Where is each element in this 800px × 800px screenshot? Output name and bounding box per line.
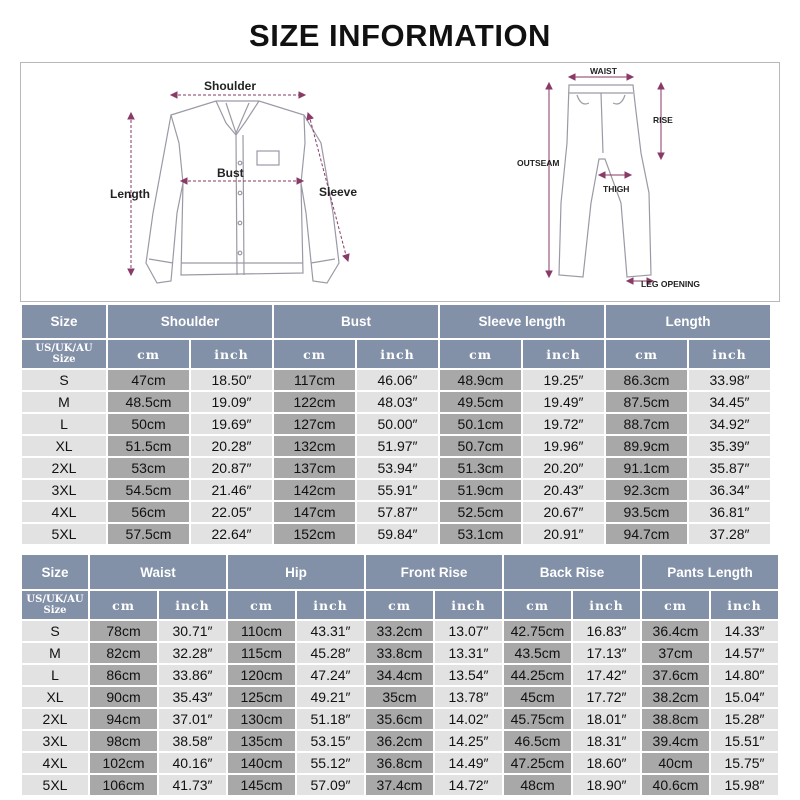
cm-value-cell: 78cm — [90, 621, 157, 641]
cm-value-cell: 110cm — [228, 621, 295, 641]
cm-value-cell: 135cm — [228, 731, 295, 751]
cm-value-cell: 37cm — [642, 643, 709, 663]
inch-value-cell: 41.73″ — [159, 775, 226, 795]
top-size-table — [20, 303, 772, 546]
group-header-pants-length: Pants Length — [642, 555, 778, 589]
cm-value-cell: 140cm — [228, 753, 295, 773]
cm-value-cell: 51.3cm — [440, 458, 521, 478]
rise-label: RISE — [653, 115, 673, 125]
length-label: Length — [110, 187, 150, 201]
cm-value-cell: 106cm — [90, 775, 157, 795]
unit-cm: cm — [274, 340, 355, 368]
inch-value-cell: 20.20″ — [523, 458, 604, 478]
table-row — [22, 524, 770, 544]
inch-value-cell: 59.84″ — [357, 524, 438, 544]
unit-cm: cm — [440, 340, 521, 368]
inch-value-cell: 38.58″ — [159, 731, 226, 751]
leg-opening-label: LEG OPENING — [641, 279, 701, 289]
table-row — [22, 480, 770, 500]
inch-value-cell: 35.43″ — [159, 687, 226, 707]
inch-value-cell: 34.92″ — [689, 414, 770, 434]
inch-value-cell: 51.18″ — [297, 709, 364, 729]
unit-inch: inch — [297, 591, 364, 619]
cm-value-cell: 48.9cm — [440, 370, 521, 390]
cm-value-cell: 44.25cm — [504, 665, 571, 685]
size-cell: 2XL — [22, 458, 106, 478]
cm-value-cell: 94cm — [90, 709, 157, 729]
cm-value-cell: 91.1cm — [606, 458, 687, 478]
inch-value-cell: 15.98″ — [711, 775, 778, 795]
table-row — [22, 731, 778, 751]
group-header-bust: Bust — [274, 305, 438, 338]
inch-value-cell: 33.98″ — [689, 370, 770, 390]
inch-value-cell: 46.06″ — [357, 370, 438, 390]
inch-value-cell: 57.09″ — [297, 775, 364, 795]
inch-value-cell: 18.01″ — [573, 709, 640, 729]
size-system-line-1: US/UK/AU — [26, 594, 84, 605]
cm-value-cell: 145cm — [228, 775, 295, 795]
unit-cm: cm — [606, 340, 687, 368]
cm-value-cell: 37.6cm — [642, 665, 709, 685]
size-cell: S — [22, 621, 88, 641]
inch-value-cell: 22.64″ — [191, 524, 272, 544]
cm-value-cell: 93.5cm — [606, 502, 687, 522]
inch-value-cell: 17.42″ — [573, 665, 640, 685]
unit-cm: cm — [366, 591, 433, 619]
cm-value-cell: 89.9cm — [606, 436, 687, 456]
cm-value-cell: 115cm — [228, 643, 295, 663]
cm-value-cell: 132cm — [274, 436, 355, 456]
unit-inch: inch — [573, 591, 640, 619]
bottom-table-body — [22, 555, 778, 795]
inch-value-cell: 48.03″ — [357, 392, 438, 412]
size-cell: XL — [22, 687, 88, 707]
bust-label: Bust — [217, 166, 244, 180]
size-cell: L — [22, 414, 106, 434]
unit-cm: cm — [108, 340, 189, 368]
size-cell: L — [22, 665, 88, 685]
cm-value-cell: 50cm — [108, 414, 189, 434]
inch-value-cell: 14.25″ — [435, 731, 502, 751]
inch-value-cell: 36.34″ — [689, 480, 770, 500]
cm-value-cell: 94.7cm — [606, 524, 687, 544]
table-row — [22, 621, 778, 641]
inch-value-cell: 57.87″ — [357, 502, 438, 522]
cm-value-cell: 38.2cm — [642, 687, 709, 707]
inch-value-cell: 14.33″ — [711, 621, 778, 641]
size-system-label — [22, 340, 106, 368]
table-row — [22, 643, 778, 663]
inch-value-cell: 55.12″ — [297, 753, 364, 773]
inch-value-cell: 30.71″ — [159, 621, 226, 641]
size-cell: 5XL — [22, 775, 88, 795]
size-cell: 5XL — [22, 524, 106, 544]
size-system-line-1: US/UK/AU — [35, 343, 93, 354]
size-cell: 4XL — [22, 753, 88, 773]
inch-value-cell: 17.13″ — [573, 643, 640, 663]
table-row — [22, 414, 770, 434]
cm-value-cell: 147cm — [274, 502, 355, 522]
inch-value-cell: 47.24″ — [297, 665, 364, 685]
table-row — [22, 775, 778, 795]
cm-value-cell: 33.8cm — [366, 643, 433, 663]
cm-value-cell: 57.5cm — [108, 524, 189, 544]
cm-value-cell: 86.3cm — [606, 370, 687, 390]
inch-value-cell: 53.15″ — [297, 731, 364, 751]
cm-value-cell: 45cm — [504, 687, 571, 707]
unit-cm: cm — [228, 591, 295, 619]
thigh-label: THIGH — [603, 184, 630, 194]
inch-value-cell: 14.72″ — [435, 775, 502, 795]
group-header-front-rise: Front Rise — [366, 555, 502, 589]
inch-value-cell: 18.50″ — [191, 370, 272, 390]
cm-value-cell: 39.4cm — [642, 731, 709, 751]
inch-value-cell: 35.39″ — [689, 436, 770, 456]
size-cell: XL — [22, 436, 106, 456]
group-header-sleeve-length: Sleeve length — [440, 305, 604, 338]
size-system-line-2: Size — [43, 605, 67, 616]
cm-value-cell: 52.5cm — [440, 502, 521, 522]
inch-value-cell: 19.72″ — [523, 414, 604, 434]
cm-value-cell: 98cm — [90, 731, 157, 751]
size-cell: 4XL — [22, 502, 106, 522]
group-header-length: Length — [606, 305, 770, 338]
table-row — [22, 709, 778, 729]
cm-value-cell: 54.5cm — [108, 480, 189, 500]
cm-value-cell: 43.5cm — [504, 643, 571, 663]
size-cell: M — [22, 392, 106, 412]
cm-value-cell: 88.7cm — [606, 414, 687, 434]
outseam-label: OUTSEAM — [517, 158, 560, 168]
table-row — [22, 753, 778, 773]
cm-value-cell: 36.2cm — [366, 731, 433, 751]
cm-value-cell: 53cm — [108, 458, 189, 478]
cm-value-cell: 50.7cm — [440, 436, 521, 456]
table-row — [22, 502, 770, 522]
cm-value-cell: 35cm — [366, 687, 433, 707]
unit-cm: cm — [504, 591, 571, 619]
inch-value-cell: 20.67″ — [523, 502, 604, 522]
shoulder-label: Shoulder — [204, 79, 257, 93]
cm-value-cell: 34.4cm — [366, 665, 433, 685]
cm-value-cell: 51.9cm — [440, 480, 521, 500]
inch-value-cell: 14.57″ — [711, 643, 778, 663]
inch-value-cell: 18.90″ — [573, 775, 640, 795]
inch-value-cell: 40.16″ — [159, 753, 226, 773]
header-row — [22, 305, 770, 338]
cm-value-cell: 120cm — [228, 665, 295, 685]
inch-value-cell: 35.87″ — [689, 458, 770, 478]
inch-value-cell: 14.80″ — [711, 665, 778, 685]
page-title: SIZE INFORMATION — [249, 18, 551, 53]
size-cell: 3XL — [22, 480, 106, 500]
inch-value-cell: 18.31″ — [573, 731, 640, 751]
cm-value-cell: 45.75cm — [504, 709, 571, 729]
inch-value-cell: 15.28″ — [711, 709, 778, 729]
inch-value-cell: 49.21″ — [297, 687, 364, 707]
cm-value-cell: 49.5cm — [440, 392, 521, 412]
cm-value-cell: 142cm — [274, 480, 355, 500]
inch-value-cell: 17.72″ — [573, 687, 640, 707]
size-cell: M — [22, 643, 88, 663]
shirt-icon — [146, 101, 339, 283]
group-header-waist: Waist — [90, 555, 226, 589]
cm-value-cell: 42.75cm — [504, 621, 571, 641]
cm-value-cell: 35.6cm — [366, 709, 433, 729]
cm-value-cell: 46.5cm — [504, 731, 571, 751]
diagram-svg — [21, 63, 779, 301]
inch-value-cell: 13.54″ — [435, 665, 502, 685]
cm-value-cell: 50.1cm — [440, 414, 521, 434]
unit-inch: inch — [357, 340, 438, 368]
table-row — [22, 665, 778, 685]
waist-label: WAIST — [590, 66, 617, 76]
group-header-shoulder: Shoulder — [108, 305, 272, 338]
inch-value-cell: 21.46″ — [191, 480, 272, 500]
unit-cm: cm — [90, 591, 157, 619]
cm-value-cell: 125cm — [228, 687, 295, 707]
inch-value-cell: 43.31″ — [297, 621, 364, 641]
unit-inch: inch — [523, 340, 604, 368]
cm-value-cell: 117cm — [274, 370, 355, 390]
table-row — [22, 370, 770, 390]
cm-value-cell: 38.8cm — [642, 709, 709, 729]
cm-value-cell: 40.6cm — [642, 775, 709, 795]
unit-inch: inch — [435, 591, 502, 619]
cm-value-cell: 47.25cm — [504, 753, 571, 773]
cm-value-cell: 36.4cm — [642, 621, 709, 641]
cm-value-cell: 102cm — [90, 753, 157, 773]
size-system-line-2: Size — [52, 354, 76, 365]
cm-value-cell: 51.5cm — [108, 436, 189, 456]
inch-value-cell: 32.28″ — [159, 643, 226, 663]
inch-value-cell: 19.25″ — [523, 370, 604, 390]
cm-value-cell: 48cm — [504, 775, 571, 795]
measurement-diagram — [20, 62, 780, 302]
unit-inch: inch — [689, 340, 770, 368]
cm-value-cell: 122cm — [274, 392, 355, 412]
header-row — [22, 555, 778, 589]
inch-value-cell: 20.91″ — [523, 524, 604, 544]
unit-row — [22, 591, 778, 619]
inch-value-cell: 13.31″ — [435, 643, 502, 663]
unit-row — [22, 340, 770, 368]
inch-value-cell: 50.00″ — [357, 414, 438, 434]
size-system-label — [22, 591, 88, 619]
cm-value-cell: 56cm — [108, 502, 189, 522]
cm-value-cell: 127cm — [274, 414, 355, 434]
inch-value-cell: 19.09″ — [191, 392, 272, 412]
inch-value-cell: 14.49″ — [435, 753, 502, 773]
size-cell: 2XL — [22, 709, 88, 729]
inch-value-cell: 15.51″ — [711, 731, 778, 751]
inch-value-cell: 16.83″ — [573, 621, 640, 641]
inch-value-cell: 20.43″ — [523, 480, 604, 500]
shirt-measure-lines — [128, 92, 349, 275]
inch-value-cell: 22.05″ — [191, 502, 272, 522]
cm-value-cell: 90cm — [90, 687, 157, 707]
table-row — [22, 392, 770, 412]
inch-value-cell: 45.28″ — [297, 643, 364, 663]
table-row — [22, 687, 778, 707]
cm-value-cell: 47cm — [108, 370, 189, 390]
inch-value-cell: 36.81″ — [689, 502, 770, 522]
inch-value-cell: 37.28″ — [689, 524, 770, 544]
size-header: Size — [22, 555, 88, 589]
inch-value-cell: 20.87″ — [191, 458, 272, 478]
inch-value-cell: 18.60″ — [573, 753, 640, 773]
cm-value-cell: 40cm — [642, 753, 709, 773]
inch-value-cell: 20.28″ — [191, 436, 272, 456]
inch-value-cell: 51.97″ — [357, 436, 438, 456]
group-header-hip: Hip — [228, 555, 364, 589]
top-table-body — [22, 305, 770, 544]
inch-value-cell: 37.01″ — [159, 709, 226, 729]
unit-cm: cm — [642, 591, 709, 619]
inch-value-cell: 34.45″ — [689, 392, 770, 412]
table-row — [22, 436, 770, 456]
group-header-back-rise: Back Rise — [504, 555, 640, 589]
bottom-size-table — [20, 553, 780, 797]
inch-value-cell: 19.49″ — [523, 392, 604, 412]
cm-value-cell: 36.8cm — [366, 753, 433, 773]
inch-value-cell: 33.86″ — [159, 665, 226, 685]
inch-value-cell: 19.69″ — [191, 414, 272, 434]
pants-icon — [559, 85, 651, 277]
cm-value-cell: 130cm — [228, 709, 295, 729]
inch-value-cell: 19.96″ — [523, 436, 604, 456]
unit-inch: inch — [159, 591, 226, 619]
inch-value-cell: 55.91″ — [357, 480, 438, 500]
sleeve-label: Sleeve — [319, 185, 358, 199]
cm-value-cell: 82cm — [90, 643, 157, 663]
inch-value-cell: 14.02″ — [435, 709, 502, 729]
inch-value-cell: 53.94″ — [357, 458, 438, 478]
cm-value-cell: 137cm — [274, 458, 355, 478]
unit-inch: inch — [191, 340, 272, 368]
inch-value-cell: 15.75″ — [711, 753, 778, 773]
cm-value-cell: 37.4cm — [366, 775, 433, 795]
table-row — [22, 458, 770, 478]
cm-value-cell: 152cm — [274, 524, 355, 544]
cm-value-cell: 48.5cm — [108, 392, 189, 412]
size-cell: 3XL — [22, 731, 88, 751]
inch-value-cell: 13.07″ — [435, 621, 502, 641]
cm-value-cell: 53.1cm — [440, 524, 521, 544]
cm-value-cell: 87.5cm — [606, 392, 687, 412]
cm-value-cell: 33.2cm — [366, 621, 433, 641]
inch-value-cell: 15.04″ — [711, 687, 778, 707]
size-cell: S — [22, 370, 106, 390]
unit-inch: inch — [711, 591, 778, 619]
inch-value-cell: 13.78″ — [435, 687, 502, 707]
size-header: Size — [22, 305, 106, 338]
cm-value-cell: 86cm — [90, 665, 157, 685]
cm-value-cell: 92.3cm — [606, 480, 687, 500]
